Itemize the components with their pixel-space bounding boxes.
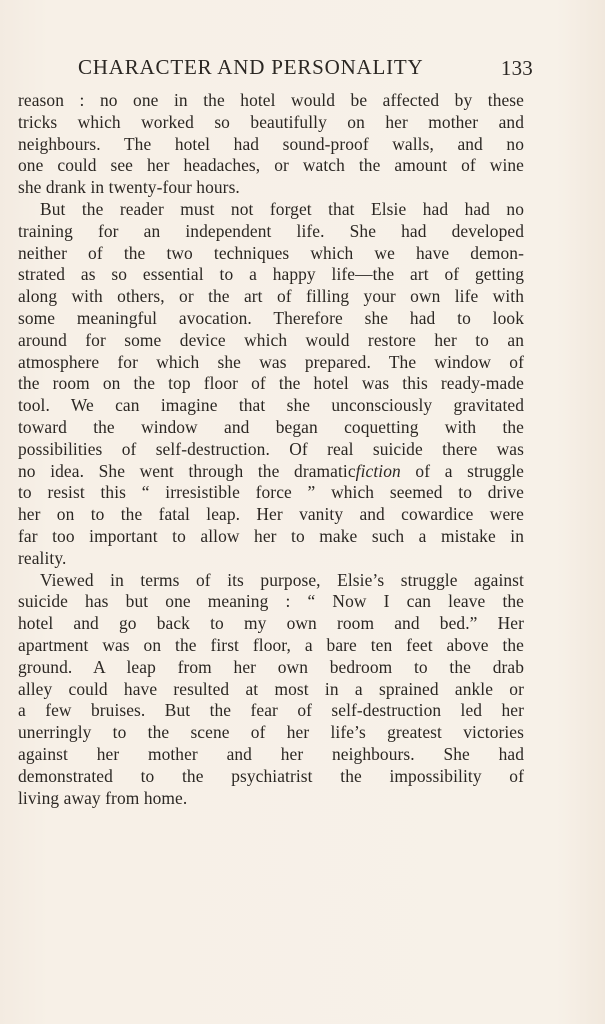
text-line: far too important to allow her to make such a mistake in [18,525,524,546]
running-head [78,52,533,82]
text-line: her on to the fatal leap. Her vanity and cowardice were [18,504,524,525]
text-line: one could see her headaches, or watch the amount of wine [18,155,524,176]
text-line: some meaningful avocation. Therefore she had to look [18,307,524,328]
text-line: to resist this “ irresistible force ” which seemed to drive [18,482,524,503]
text-line: ground. A leap from her own bedroom to the drab [18,656,524,677]
text-line: alley could have resulted at most in a sprained ankle or [18,678,524,699]
page-number: 133 [500,56,533,80]
text-line: tool. We can imagine that she unconsciously gravitated [18,395,524,416]
text-fragment: of a struggle [400,460,524,481]
text-line: reason : no one in the hotel would be affected by these [18,90,524,110]
text-line: possibilities of self-destruction. Of real suicide there was [18,438,524,459]
text-line: neighbours. The hotel had sound-proof walls, and no [18,133,524,154]
text-line: tricks which worked so beautifully on her mother and [18,111,524,132]
text-line: the room on the top floor of the hotel was this ready-made [18,373,524,394]
paragraph-2 [18,199,524,570]
text-line: strated as so essential to a happy life—the art of getting [18,264,524,285]
chapter-title: CHARACTER AND PERSONALITY [78,55,424,79]
text-line: she drank in twenty-four hours. [18,177,240,198]
text-line: living away from home. [18,787,188,808]
text-line: But the reader must not forget that Elsie had had no [40,198,524,219]
text-line: reality. [18,547,67,568]
text-line: a few bruises. But the fear of self-destruction led her [18,700,524,721]
paragraph-3 [18,570,524,810]
text-line: demonstrated to the psychiatrist the impossibility of [18,765,524,786]
text-line: neither of the two techniques which we have demon- [18,242,524,263]
text-line: atmosphere for which she was prepared. The window of [18,351,524,372]
text-line: around for some device which would restore her to an [18,329,524,350]
text-line-with-italic [18,461,524,483]
text-line: apartment was on the first floor, a bare ten feet above the [18,634,524,655]
text-line: training for an independent life. She had developed [18,220,524,241]
body-text [18,90,524,809]
text-line: Viewed in terms of its purpose, Elsie’s struggle against [40,569,524,590]
text-line: toward the window and began coquetting with the [18,416,524,437]
paragraph-1 [18,90,524,199]
text-fragment: no idea. She went through the dramatic [18,460,356,481]
italic-word: fiction [355,460,401,481]
text-line: hotel and go back to my own room and bed.” Her [18,613,524,634]
text-line: against her mother and her neighbours. She had [18,743,524,764]
text-line: unerringly to the scene of her life’s greatest victories [18,722,524,743]
text-line: along with others, or the art of filling your own life with [18,286,524,307]
text-line: suicide has but one meaning : “ Now I can leave the [18,591,524,612]
